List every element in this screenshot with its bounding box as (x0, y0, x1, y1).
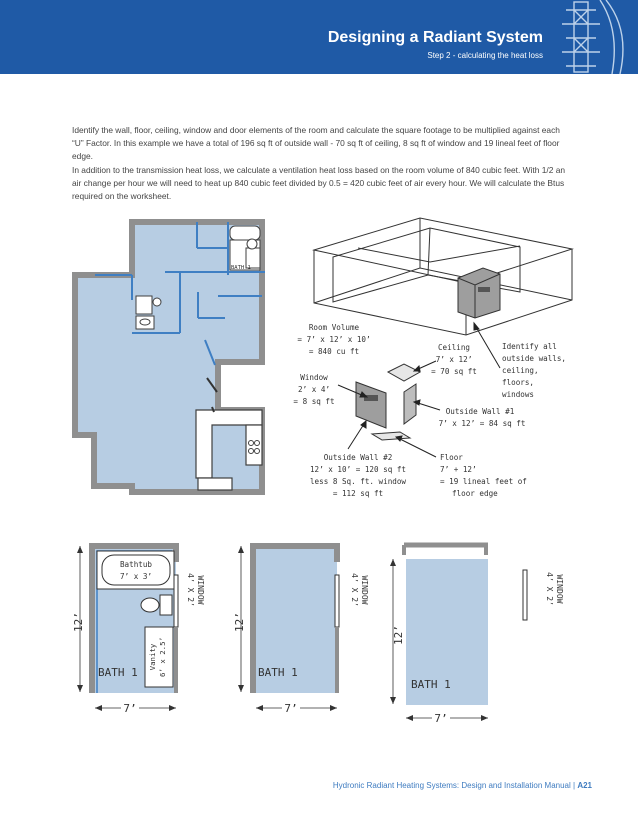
ceiling-l3: = 70 sq ft (431, 367, 477, 376)
window-c-l1: WINDOW (555, 574, 564, 604)
room-volume-l2: = 7’ x 12’ x 10’ (297, 335, 371, 344)
identify-l3: ceiling, (502, 366, 539, 375)
outside-wall-2-l3: less 8 Sq. ft. window (309, 477, 407, 486)
vanity-l2: 6’ x 2.5’ (158, 636, 167, 678)
identify-l5: windows (502, 390, 535, 399)
identify-l4: floors, (502, 378, 535, 387)
vanity-l1: Vanity (148, 643, 157, 671)
floor-l1: Floor (440, 453, 463, 462)
room-volume-l3: = 840 cu ft (308, 347, 360, 356)
ceiling-l1: Ceiling (437, 343, 471, 352)
page-footer (333, 781, 592, 790)
bath-plan-2 (233, 546, 369, 715)
room-isometric (314, 218, 572, 335)
intro-paragraph-1: Identify the wall, floor, ceiling, window and door elements of the room and calculate the square footage to be multiplied against each “U” Factor. In this example we have a total of 196 sq ft of outside wall - 70 sq ft of ceiling, 8 sq ft of window and 19 lineal feet of floor edge. (72, 125, 560, 161)
outside-wall-1-l1: Outside Wall #1 (445, 407, 515, 416)
identify-l1: Identify all (502, 342, 557, 351)
page-title: Designing a Radiant System (327, 29, 543, 46)
footer-separator: | (573, 781, 576, 790)
floor-plan (75, 222, 265, 492)
dim-width-b: 7’ (284, 702, 298, 715)
dim-length-a: 12’ (72, 612, 85, 632)
window-b-l2: 4’ X 2’ (350, 573, 359, 607)
page-subtitle: Step 2 - calculating the heat loss (427, 51, 543, 60)
outside-wall-2-l4: = 112 sq ft (332, 489, 384, 498)
bath-plan-3 (390, 545, 564, 725)
bath1-label-a: BATH 1 (98, 666, 138, 679)
floor-l4: floor edge (452, 489, 498, 498)
outside-wall-2-l1: Outside Wall #2 (323, 453, 393, 462)
bath-plan-1 (72, 546, 205, 715)
bath1-label-c: BATH 1 (411, 678, 451, 691)
footer-text: Hydronic Radiant Heating Systems: Design and Installation Manual (332, 781, 571, 790)
floorplan-bath-tag: BATH 1 (231, 265, 251, 271)
page-number: A21 (577, 781, 592, 790)
bath1-label-b: BATH 1 (258, 666, 298, 679)
dim-width-a: 7’ (123, 702, 137, 715)
window-b-l1: WINDOW (360, 575, 369, 605)
bathtub-l1: Bathtub (119, 560, 153, 569)
dim-length-b: 12’ (233, 612, 246, 632)
exploded-components (356, 364, 420, 440)
ceiling-l2: 7’ x 12’ (435, 355, 473, 364)
bathtub-l2: 7’ x 3’ (119, 572, 153, 581)
floor-l3: = 19 lineal feet of (440, 477, 527, 486)
window-c-l2: 4’ X 2’ (545, 572, 554, 606)
window-l2: 2’ x 4’ (297, 385, 331, 394)
outside-wall-1-l2: 7’ x 12’ = 84 sq ft (438, 419, 526, 428)
room-volume-l1: Room Volume (308, 323, 360, 332)
intro-paragraph-2: In addition to the transmission heat loss, we calculate a ventilation heat loss based on the room volume of 840 cubic feet. With 1/2 an air change per hour we will need to heat up 840 cubic feet divided by 0.5 = 420 cubic feet of air every hour. We will calculate the Btus required on the worksheet. (72, 165, 566, 201)
window-a-l2: 4’ X 2’ (186, 573, 195, 607)
window-a-l1: WINDOW (196, 575, 205, 605)
dim-width-c: 7’ (434, 712, 448, 725)
identify-l2: outside walls, (502, 354, 567, 363)
dim-length-c: 12’ (392, 625, 405, 645)
floor-l2: 7’ + 12’ (440, 465, 477, 474)
outside-wall-2-l2: 12’ x 10’ = 120 sq ft (309, 465, 407, 474)
window-l1: Window (300, 373, 328, 382)
window-l3: = 8 sq ft (293, 397, 335, 406)
